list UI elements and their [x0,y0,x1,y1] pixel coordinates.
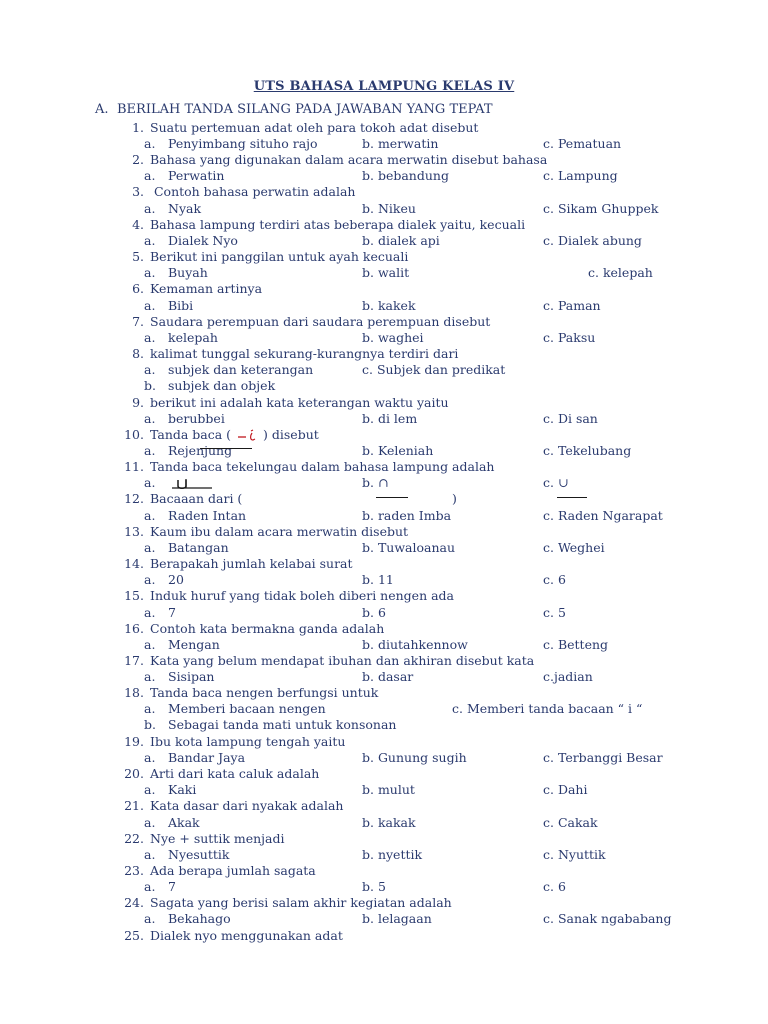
question-24: 24. Sagata yang berisi salam akhir kegiatan adalah [124,895,452,910]
q5-option-b[interactable]: b. walit [362,265,410,280]
q16-option-a[interactable]: a. Mengan [144,637,220,652]
q10-option-b[interactable]: b. Keleniah [362,443,434,458]
q9-option-b[interactable]: b. di lem [362,411,418,426]
q17-option-a[interactable]: a. Sisipan [144,669,215,684]
question-12: 12. Bacaaan dari ( [124,491,243,506]
q15-option-c[interactable]: c. 5 [543,605,566,620]
question-25: 25. Dialek nyo menggunakan adat [124,928,343,943]
question-15: 15. Induk huruf yang tidak boleh diberi nengen ada [124,588,454,603]
question-16: 16. Contoh kata bermakna ganda adalah [124,621,385,636]
q11-option-a[interactable]: a. [144,475,212,491]
q9-option-a[interactable]: a. berubbei [144,411,225,426]
q22-option-b[interactable]: b. nyettik [362,847,423,862]
q4-option-a[interactable]: a. Dialek Nyo [144,233,238,248]
question-3: 3. Contoh bahasa perwatin adalah [132,184,356,199]
q15-option-a[interactable]: a. 7 [144,605,176,620]
question-10: 10. Tanda baca ( ) disebut [124,427,319,442]
q8-option-b[interactable]: b. subjek dan objek [144,378,276,393]
q20-option-c[interactable]: c. Dahi [543,782,588,797]
q23-option-b[interactable]: b. 5 [362,879,386,894]
question-18: 18. Tanda baca nengen berfungsi untuk [124,685,379,700]
question-14: 14. Berapakah jumlah kelabai surat [124,556,353,571]
q23-option-a[interactable]: a. 7 [144,879,176,894]
question-23: 23. Ada berapa jumlah sagata [124,863,316,878]
q8-option-a[interactable]: a. subjek dan keterangan [144,362,314,377]
question-21: 21. Kata dasar dari nyakak adalah [124,798,344,813]
q13-option-b[interactable]: b. Tuwaloanau [362,540,456,555]
q24-option-c[interactable]: c. Sanak ngababang [543,911,672,926]
q13-option-c[interactable]: c. Weghei [543,540,605,555]
question-20: 20. Arti dari kata caluk adalah [124,766,320,781]
q14-option-a[interactable]: a. 20 [144,572,184,587]
cap-glyph-icon: ∩ [377,475,389,490]
q10-underline [200,448,252,449]
q2-option-a[interactable]: a. Perwatin [144,168,225,183]
q20-option-b[interactable]: b. mulut [362,782,415,797]
q12-option-b[interactable]: b. raden Imba [362,508,452,523]
q6-option-b[interactable]: b. kakek [362,298,416,313]
q21-option-a[interactable]: a. Akak [144,815,200,830]
question-1: 1. Suatu pertemuan adat oleh para tokoh adat disebut [132,120,479,135]
tekelungau-glyph-icon [172,477,212,491]
q12-option-a[interactable]: a. Raden Intan [144,508,247,523]
q12-close-paren: ) [452,491,457,506]
q21-option-c[interactable]: c. Cakak [543,815,598,830]
question-5: 5. Berikut ini panggilan untuk ayah kecuali [132,249,409,264]
section-heading [95,102,493,117]
q6-option-a[interactable]: a. Bibi [144,298,194,313]
question-7: 7. Saudara perempuan dari saudara perempuan disebut [132,314,491,329]
q22-option-a[interactable]: a. Nyesuttik [144,847,230,862]
question-17: 17. Kata yang belum mendapat ibuhan dan akhiran disebut kata [124,653,535,668]
q1-option-b[interactable]: b. merwatin [362,136,439,151]
q20-option-a[interactable]: a. Kaki [144,782,197,797]
q23-option-c[interactable]: c. 6 [543,879,566,894]
q3-option-c[interactable]: c. Sikam Ghuppek [543,201,659,216]
q18-option-b[interactable]: b. Sebagai tanda mati untuk konsonan [144,717,397,732]
q14-option-b[interactable]: b. 11 [362,572,394,587]
q24-option-b[interactable]: b. lelagaan [362,911,432,926]
q15-option-b[interactable]: b. 6 [362,605,386,620]
q22-option-c[interactable]: c. Nyuttik [543,847,606,862]
question-9: 9. berikut ini adalah kata keterangan waktu yaitu [132,395,449,410]
question-4: 4. Bahasa lampung terdiri atas beberapa dialek yaitu, kecuali [132,217,526,232]
q4-option-b[interactable]: b. dialek api [362,233,440,248]
q3-option-b[interactable]: b. Nikeu [362,201,416,216]
q19-option-c[interactable]: c. Terbanggi Besar [543,750,663,765]
q5-option-c[interactable]: c. kelepah [588,265,653,280]
question-13: 13. Kaum ibu dalam acara merwatin disebut [124,524,409,539]
q19-option-b[interactable]: b. Gunung sugih [362,750,467,765]
q18-option-a[interactable]: a. Memberi bacaan nengen [144,701,326,716]
q24-option-a[interactable]: a. Bekahago [144,911,231,926]
q12-glyph-line-2 [557,497,587,498]
q10-option-a[interactable]: a. Rejenjung [144,443,233,458]
q21-option-b[interactable]: b. kakak [362,815,416,830]
q18-option-c[interactable]: c. Memberi tanda bacaan “ i “ [452,701,643,716]
q8-option-c[interactable]: c. Subjek dan predikat [362,362,506,377]
cup-glyph-icon: ∪ [557,475,569,490]
q17-option-b[interactable]: b. dasar [362,669,414,684]
q9-option-c[interactable]: c. Di san [543,411,598,426]
q2-option-c[interactable]: c. Lampung [543,168,618,183]
q2-option-b[interactable]: b. bebandung [362,168,449,183]
q12-glyph-line-1 [376,497,408,498]
q7-option-a[interactable]: a. kelepah [144,330,218,345]
section-text: BERILAH TANDA SILANG PADA JAWABAN YANG TEPAT [117,102,493,117]
q16-option-c[interactable]: c. Betteng [543,637,609,652]
q16-option-b[interactable]: b. diutahkennow [362,637,468,652]
question-11: 11. Tanda baca tekelungau dalam bahasa lampung adalah [124,459,495,474]
q11-option-c[interactable]: c. ∪ [543,475,569,490]
q4-option-c[interactable]: c. Dialek abung [543,233,642,248]
q10-option-c[interactable]: c. Tekelubang [543,443,632,458]
q3-option-a[interactable]: a. Nyak [144,201,202,216]
q7-option-b[interactable]: b. waghei [362,330,424,345]
section-letter: A. [95,102,109,117]
q6-option-c[interactable]: c. Paman [543,298,601,313]
q14-option-c[interactable]: c. 6 [543,572,566,587]
q13-option-a[interactable]: a. Batangan [144,540,229,555]
q19-option-a[interactable]: a. Bandar Jaya [144,750,246,765]
question-19: 19. Ibu kota lampung tengah yaitu [124,734,346,749]
question-8: 8. kalimat tunggal sekurang-kurangnya terdiri dari [132,346,459,361]
question-22: 22. Nye + suttik menjadi [124,831,285,846]
q7-option-c[interactable]: c. Paksu [543,330,596,345]
q1-option-a[interactable]: a. Penyimbang situho rajo [144,136,318,151]
q11-option-b[interactable]: b. ∩ [362,475,389,490]
lampung-script-glyph-icon [235,429,259,443]
q12-option-c[interactable]: c. Raden Ngarapat [543,508,663,523]
q1-option-c[interactable]: c. Pematuan [543,136,622,151]
page-title: UTS BAHASA LAMPUNG KELAS IV [253,79,515,94]
question-2: 2. Bahasa yang digunakan dalam acara merwatin disebut bahasa [132,152,548,167]
q17-option-c[interactable]: c.jadian [543,669,593,684]
question-6: 6. Kemaman artinya [132,281,263,296]
q5-option-a[interactable]: a. Buyah [144,265,208,280]
